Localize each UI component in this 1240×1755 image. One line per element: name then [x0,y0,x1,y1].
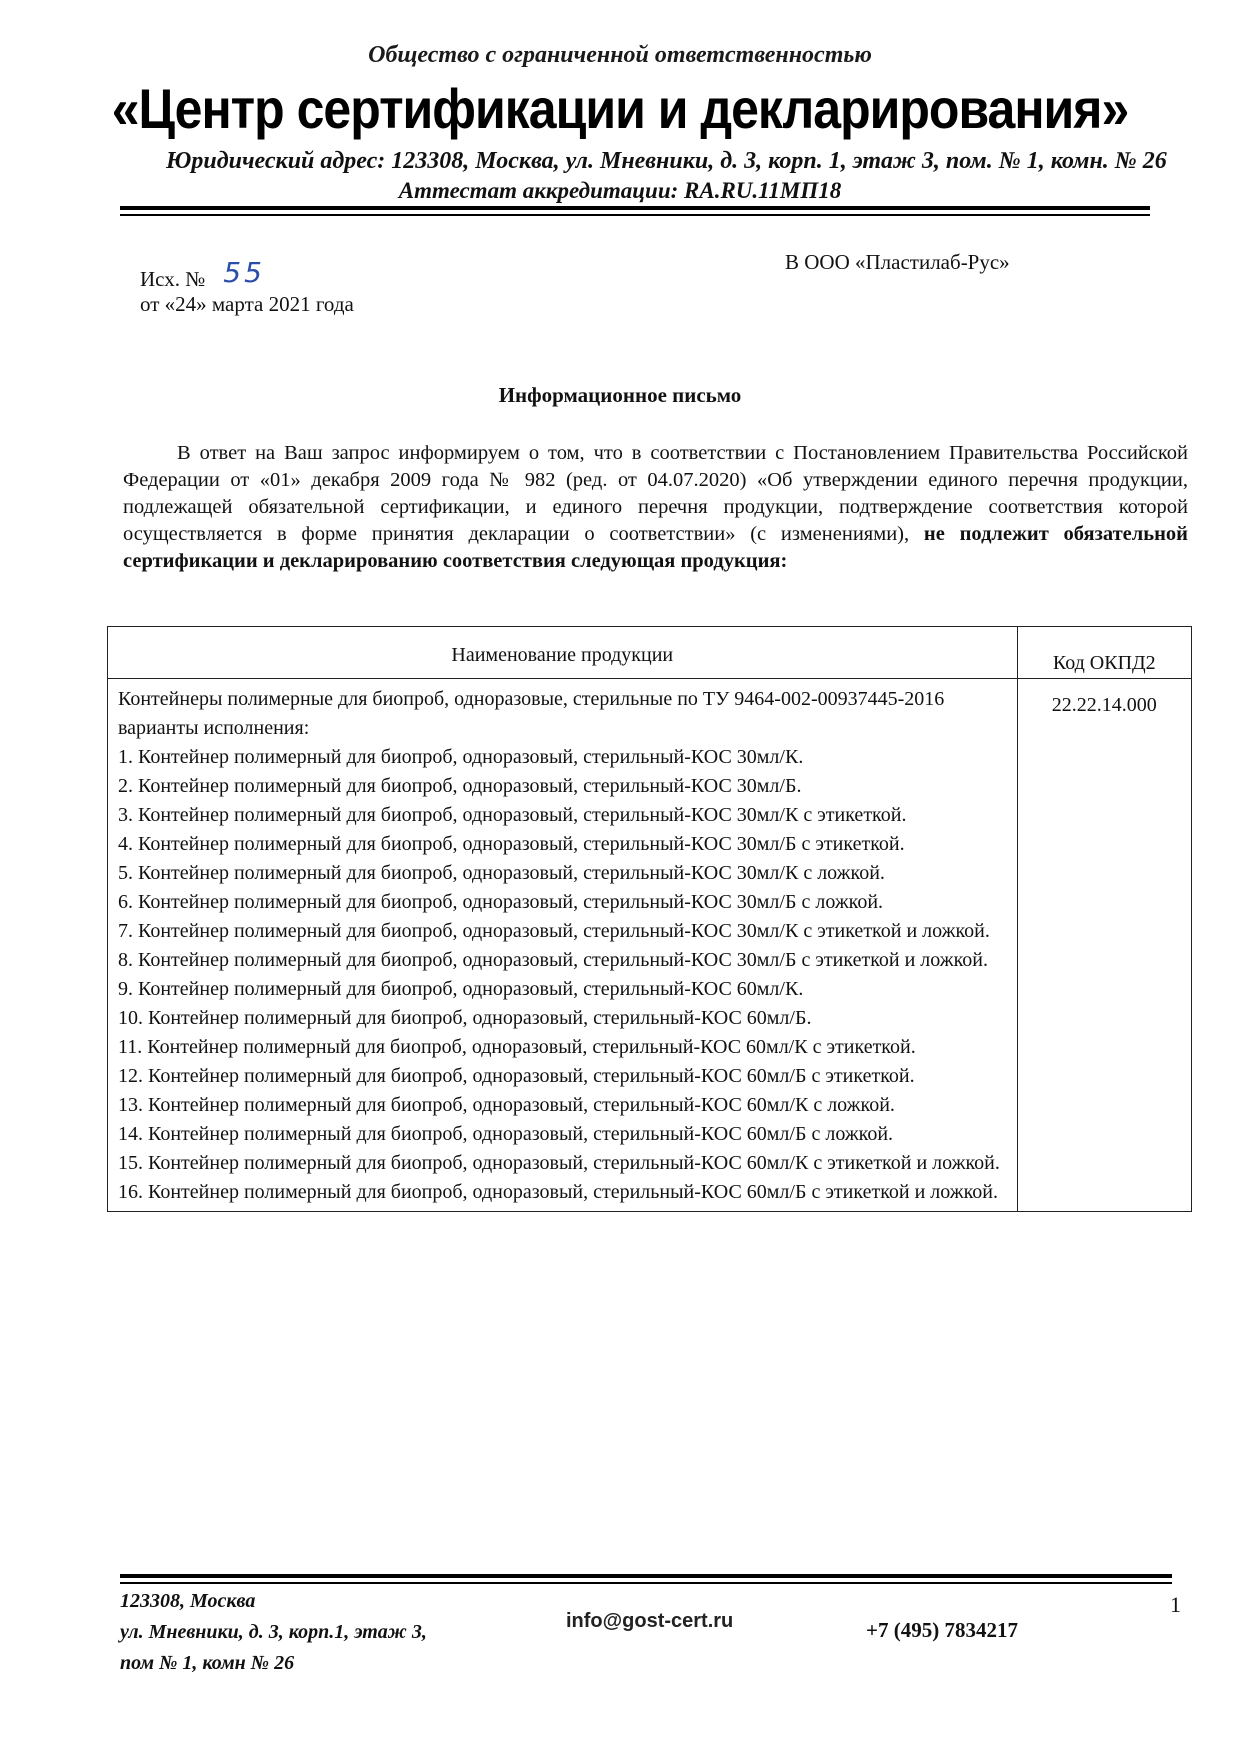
product-list-cell [108,679,1018,1212]
company-legal-form: Общество с ограниченной ответственностью [368,42,872,68]
letter-body-bold: не подлежит обязательной сертификации и декларированию соответствия следующая продукция: [123,523,1188,572]
list-item: 11. Контейнер полимерный для биопроб, одноразовый, стерильный-КОС 60мл/К с этикеткой. [118,1036,916,1058]
letter-title: Информационное письмо [498,383,742,407]
product-list-intro: Контейнеры полимерные для биопроб, одноразовые, стерильные по ТУ 9464-002-00937445-2016 варианты исполнения: [118,688,945,739]
list-item: 12. Контейнер полимерный для биопроб, одноразовый, стерильный-КОС 60мл/Б с этикеткой. [118,1065,915,1087]
header-product-name: Наименование продукции [108,627,1018,679]
letter-body [123,440,1188,575]
list-item: 4. Контейнер полимерный для биопроб, одноразовый, стерильный-КОС 30мл/Б с этикеткой. [118,833,905,855]
letter-date: от «24» марта 2021 года [140,292,354,316]
header-divider-thin [120,214,1150,216]
footer-address-line: пом № 1, комн № 26 [120,1652,295,1674]
table-header-row [108,627,1192,679]
list-item: 7. Контейнер полимерный для биопроб, одноразовый, стерильный-КОС 30мл/К с этикеткой и ложкой. [118,920,990,942]
list-item: 8. Контейнер полимерный для биопроб, одноразовый, стерильный-КОС 30мл/Б с этикеткой и ложкой. [118,949,989,971]
table-row [108,679,1192,1212]
footer-email: info@gost-cert.ru [566,1610,734,1632]
list-item: 2. Контейнер полимерный для биопроб, одноразовый, стерильный-КОС 30мл/Б. [118,775,802,797]
outgoing-number [140,256,265,293]
list-item: 13. Контейнер полимерный для биопроб, одноразовый, стерильный-КОС 60мл/К с ложкой. [118,1094,895,1116]
list-item: 15. Контейнер полимерный для биопроб, одноразовый, стерильный-КОС 60мл/К с этикеткой и ложкой. [118,1152,1000,1174]
company-name: «Центр сертификации и декларирования» [111,77,1129,141]
list-item: 14. Контейнер полимерный для биопроб, одноразовый, стерильный-КОС 60мл/Б с ложкой. [118,1123,894,1145]
handwritten-number: 55 [223,256,265,289]
list-item: 10. Контейнер полимерный для биопроб, одноразовый, стерильный-КОС 60мл/Б. [118,1007,812,1029]
list-item: 5. Контейнер полимерный для биопроб, одноразовый, стерильный-КОС 30мл/К с ложкой. [118,862,885,884]
list-item: 3. Контейнер полимерный для биопроб, одноразовый, стерильный-КОС 30мл/К с этикеткой. [118,804,907,826]
legal-address: Юридический адрес: 123308, Москва, ул. Мневники, д. 3, корп. 1, этаж 3, пом. № 1, комн. № 26 [166,148,1167,174]
product-table [107,626,1192,1212]
list-item: 1. Контейнер полимерный для биопроб, одноразовый, стерильный-КОС 30мл/К. [118,746,804,768]
accreditation-certificate: Аттестат аккредитации: RA.RU.11МП18 [398,178,842,203]
footer-address [120,1574,540,1679]
footer-address-line: ул. Мневники, д. 3, корп.1, этаж 3, [120,1621,427,1643]
list-item: 9. Контейнер полимерный для биопроб, одноразовый, стерильный-КОС 60мл/К. [118,978,804,1000]
list-item: 16. Контейнер полимерный для биопроб, одноразовый, стерильный-КОС 60мл/Б с этикеткой и ложкой. [118,1181,999,1203]
header-divider-thick [120,206,1150,210]
letter-body-plain: В ответ на Ваш запрос информируем о том, что в соответствии с Постановлением Правительства Российской Федерации от «01» декабря 2009 года № 982 (ред. от 04.07.2020) «Об утверждении единого перечня продукции, подлежащей обязательной сертификации, и единого перечня продукции, подтверждение соответствия которой осуществляется в форме принятия декларации о соответствии» (с изменениями), [123,442,1188,545]
outgoing-number-label: Исх. № [140,267,206,291]
list-item: 6. Контейнер полимерный для биопроб, одноразовый, стерильный-КОС 30мл/Б с ложкой. [118,891,884,913]
footer-address-line: 123308, Москва [120,1590,256,1612]
header-okpd2-code: Код ОКПД2 [1017,627,1191,679]
footer-phone: +7 (495) 7834217 [866,1618,1018,1642]
okpd2-code-cell: 22.22.14.000 [1017,679,1191,1212]
recipient: В ООО «Пластилаб-Рус» [785,250,1010,274]
page-number: 1 [1170,1592,1181,1617]
